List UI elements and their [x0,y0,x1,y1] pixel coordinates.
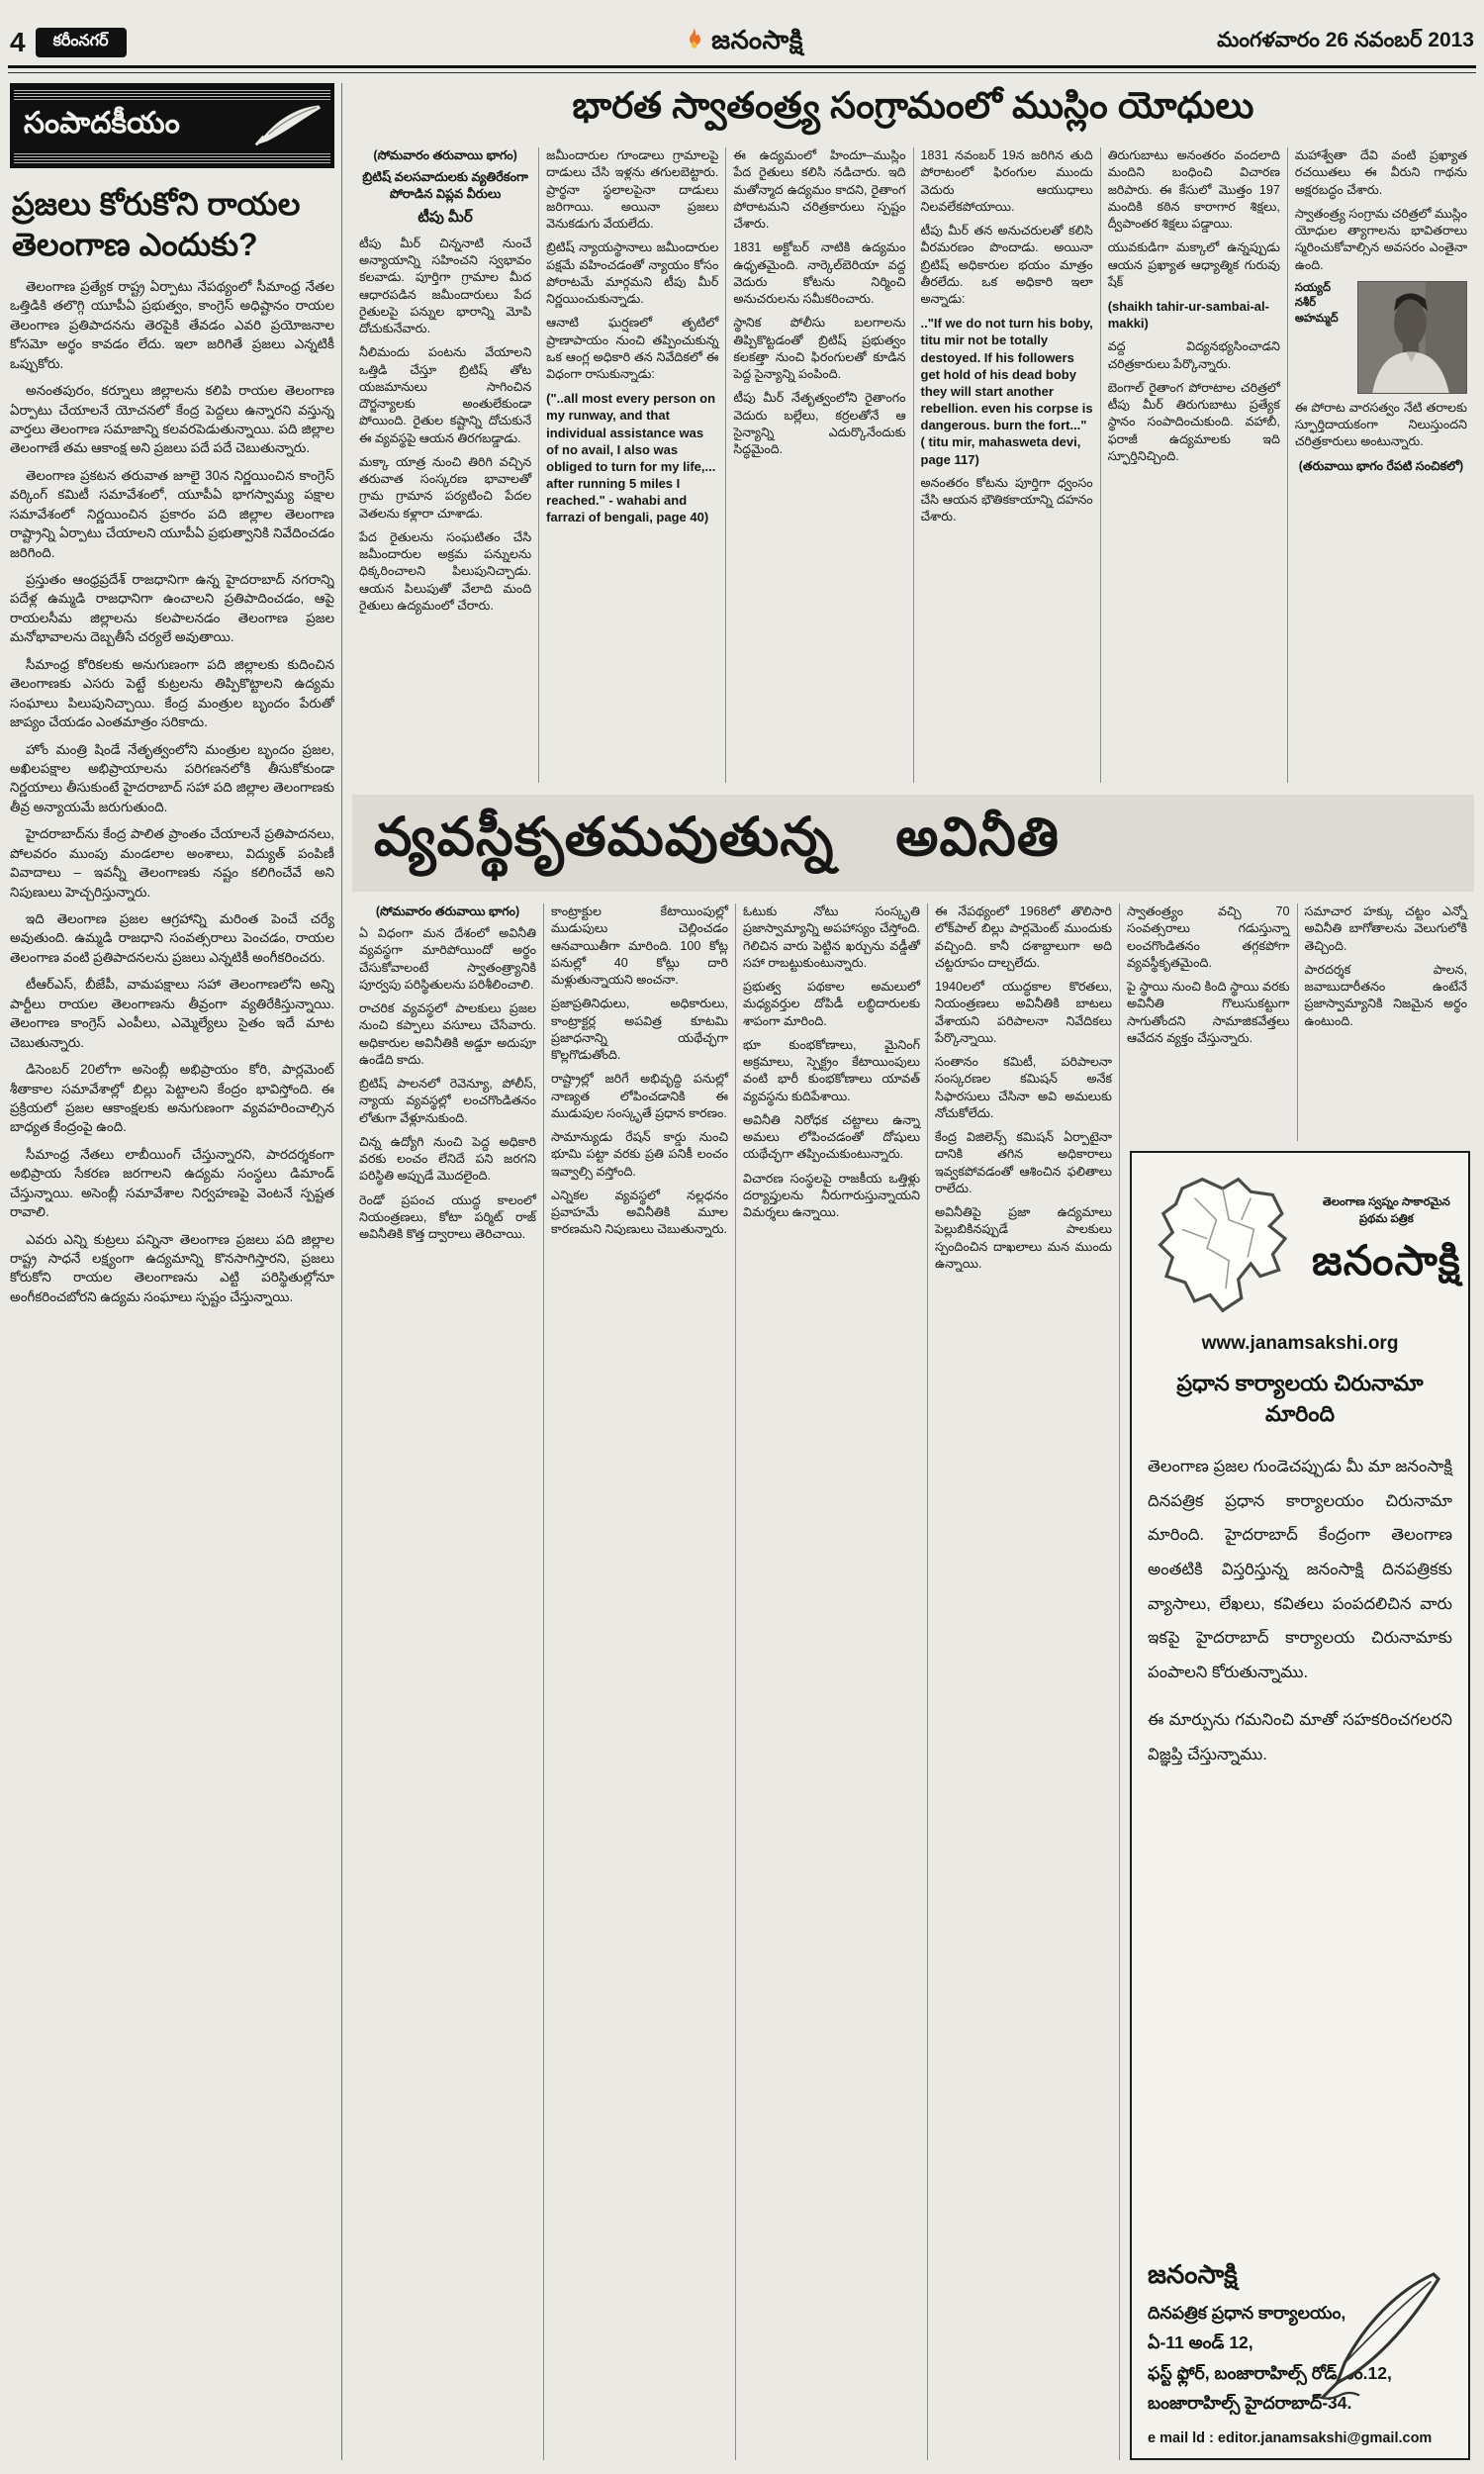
ad-tagline: తెలంగాణ స్వప్నం సాకారమైన ప్రథమ పత్రిక [1322,1196,1450,1225]
article1-columns [352,147,1474,783]
english-quote-2: .."If we do not turn his boby, titu mir not be totally destoyed. If his followers get hold of his dead boby they will start another rebellion. even his corpse is dangerous. burn the fort..." ( titu mir, mahasweta devi, page 117) [920,316,1093,467]
body-paragraph: పేద రైతులను సంఘటితం చేసి జమీందారుల అక్రమ పన్నులను ధిక్కరించాలని పిలుపునిచ్చాడు. ఆయన పిలుపుతో వేలాది మంది రైతులు ఉద్యమంలో చేరారు. [359,529,532,613]
article2-right-block [1119,904,1474,2460]
article2-short-columns [1120,904,1474,1141]
article2-headline-band [352,795,1474,892]
english-quote-1: ("..all most every person on my runway, and that individual assistance was of no avail, I also was obliged to turn for my life,... after running 5 miles I reached." - wahabi and farrazi of bengali, page 40) [546,391,716,525]
body-paragraph: కేంద్ర విజిలెన్స్ కమిషన్ ఏర్పాటైనా దానికి తగిన అధికారాలు ఇవ్వకపోవడంతో ఆశించిన ఫలితాలు రాలేదు. [935,1130,1112,1195]
body-paragraph: మక్కా యాత్ర నుంచి తిరిగి వచ్చిన తరువాత సంస్కరణ భావాలతో గ్రామ గ్రామాన పర్యటించి పేదల వెతలను కళ్లారా చూశాడు. [359,454,532,521]
body-paragraph: పై స్థాయి నుంచి కింది స్థాయి వరకు అవినీతి గొలుసుకట్టుగా సాగుతోందని సామాజికవేత్తలు ఆవేదన వ్యక్తం చేస్తున్నారు. [1127,980,1290,1045]
article1-col5-text-b [1108,338,1280,465]
body-paragraph: ఈ ఉద్యమంలో హిందూ–ముస్లిం పేద రైతులు కలిసి నడిచారు. ఇది మతోన్మాద ఉద్యమం కాదని, రైతాంగ పోరాటమని చరిత్రకారులు స్పష్టం చేశారు. [733,148,906,231]
column-divider [341,83,342,2460]
article1-col2-text [546,147,718,383]
ad-logo-block [1312,1194,1461,1294]
body-paragraph: ఫస్ట్ ఫ్లోర్, బంజారాహిల్స్ రోడ్ నం.12, [1148,2362,1392,2383]
body-paragraph: ఈ పోరాట వారసత్వం నేటి తరాలకు స్ఫూర్తిదాయకంగా నిలుస్తుందని చరిత్రకారులు అంటున్నారు. [1294,400,1468,449]
body-paragraph: తెలంగాణ ప్రకటన తరువాత జూలై 30న నిర్ణయించిన కాంగ్రెస్ వర్కింగ్ కమిటీ సమావేశంలో, యూపీఏ భాగస్వామ్య పక్షాల సమావేశంలో నిర్ణయించిన ప్రకారం పది జిల్లాల తెలంగాణ రాష్ట్రాన్ని ఏర్పాటు చేయాలని యూపీఏ ప్రభుత్వానికి నివేదించడం జరిగింది. [10,467,334,560]
article2-column-2 [543,904,735,2460]
edition-badge: కరీంనగర్ [36,28,127,57]
ad-email: e mail ld : editor.janamsakshi@gmail.com [1148,2430,1433,2446]
article1-col6-text-b [1295,400,1467,451]
masthead-title: జనంసాక్షి [711,24,803,54]
body-paragraph: డిసెంబర్ 20లోగా అసెంబ్లీ అభిప్రాయం కోరి, పార్లమెంట్ శీతాకాల సమావేశాల్లో బిల్లు పెట్టాలని కేంద్రం భావిస్తోంది. ఈ ప్రక్రియలో ప్రజల ఆకాంక్షలకు అనుగుణంగా వ్యవహరించాల్సిన బాధ్యత కేంద్రంపై ఉంది. [10,1062,334,1135]
body-paragraph: దినపత్రిక ప్రధాన కార్యాలయం, [1148,2302,1346,2323]
ad-body-paragraph-2: ఈ మార్పును గమనించి మాతో సహకరించగలరని విజ్ఞప్తి చేస్తున్నాము. [1148,1711,1452,1764]
body-paragraph: హైదరాబాద్‌ను కేంద్ర పాలిత ప్రాంతం చేయాలనే ప్రతిపాదనలు, పోలవరం ముంపు మండలాల అంశాలు, విద్యుత్ పంపిణీ వివాదాలు – ఇవన్నీ తెలంగాణకు నష్టం కలిగించేవే అని నిపుణులు హెచ్చరిస్తున్నారు. [10,826,334,900]
body-paragraph: ప్రభుత్వ పథకాల అమలులో మధ్యవర్తుల దోపిడీ లబ్ధిదారులకు శాపంగా మారింది. [743,980,920,1028]
article1-standfirst: బ్రిటిష్ వలసవాదులకు వ్యతిరేకంగా పోరాడిన విప్లవ వీరులు [362,169,528,201]
editorial-header-box [10,83,334,168]
telangana-map [1148,1167,1304,1323]
article1-column-5 [1100,147,1287,783]
body-paragraph: టీపు మీర్ చిన్ననాటి నుంచే అన్యాయాన్ని సహించని స్వభావం కలవాడు. పూర్తిగా గ్రామాల మీద ఆధారపడిన జమీందారులు పేద రైతులపై పన్నుల భారాన్ని మోపి దోచుకునేవారు. [359,236,532,336]
body-paragraph: సామాన్యుడు రేషన్ కార్డు నుంచి భూమి పట్టా వరకు ప్రతి పనికీ లంచం ఇవ్వాల్సి వస్తోంది. [551,1130,728,1179]
body-paragraph: సమాచార హక్కు చట్టం ఎన్నో అవినీతి బాగోతాలను వెలుగులోకి తెచ్చింది. [1304,904,1467,953]
article1-column-6 [1287,147,1474,783]
article2-col1-text [359,925,536,1243]
body-paragraph: రాచరిక వ్యవస్థలో పాలకులు ప్రజల నుంచి కప్పాలు వసూలు చేసేవారు. అధికారుల అవినీతికి అడ్డూ అదుపూ ఉండేది కాదు. [359,1001,536,1067]
continuation-note: (సోమవారం తరువాయి భాగం) [373,148,517,162]
article2-col5-text [1127,904,1290,1047]
body-paragraph: 1940లలో యుద్ధకాల కొరతలు, నియంత్రణలు అవినీతికి బాటలు వేశాయని పరిపాలనా నివేదికలు పేర్కొన్నాయి. [935,980,1112,1045]
body-paragraph: స్వాతంత్ర్య సంగ్రామ చరిత్రలో ముస్లిం యోధుల త్యాగాలను భావితరాలు స్మరించుకోవాల్సిన అవసరం ఎంతైనా ఉంది. [1294,206,1468,272]
body-paragraph: హోం మంత్రి షిండే నేతృత్వంలోని మంత్రుల బృందం ప్రజల, అఖిలపక్షాల అభిప్రాయాలను పరిగణనలోకి తీసుకోకుండా నిర్ణయాలు తీసుకుంటే హైదరాబాద్ సహా పది జిల్లాల తెలంగాణకు తీవ్ర అన్యాయమే జరుగుతుంది. [10,741,334,814]
body-paragraph: రెండో ప్రపంచ యుద్ధ కాలంలో నియంత్రణలు, కోటా పర్మిట్ రాజ్ అవినీతికి కొత్త ద్వారాలు తెరిచాయి. [359,1192,536,1242]
header-rule-thin [8,72,1476,73]
ad-top-row [1148,1167,1461,1323]
article2-column-4 [927,904,1119,2460]
ad-body-paragraph-1: తెలంగాణ ప్రజల గుండెచప్పుడు మీ మా జనంసాక్షి దినపత్రిక ప్రధాన కార్యాలయం చిరునామా మారింది. హైదరాబాద్ కేంద్రంగా తెలంగాణ అంతటికి విస్తరిస్తున్న జనంసాక్షి దినపత్రికకు వ్యాసాలు, లేఖలు, కవితలు పంపదలిచిన వారు ఇకపై హైదరాబాద్ కార్యాలయ చిరునామాకు పంపాలని కోరుతున్నాము. [1148,1458,1452,1681]
article2-column-5 [1120,904,1297,1141]
body-paragraph: ఏ-11 అండ్ 12, [1148,2332,1253,2353]
article2-columns [352,904,1474,2460]
body-paragraph: ఏ విధంగా మన దేశంలో అవినీతి వ్యవస్థగా మారిపోయిందో అర్థం చేసుకోవాలంటే స్వాతంత్ర్యానికి పూర్వపు పరిస్థితులను పరిశీలించాలి. [359,926,536,992]
body-paragraph: విచారణ సంస్థలపై రాజకీయ ఒత్తిళ్లు దర్యాప్తులను నీరుగారుస్తున్నాయని విమర్శలు ఉన్నాయి. [743,1171,920,1219]
body-paragraph: ఎవరు ఎన్ని కుట్రలు పన్నినా తెలంగాణ ప్రజలు పది జిల్లాల రాష్ట్ర సాధనే లక్ష్యంగా ఉద్యమాన్ని కొనసాగిస్తారని, ప్రజలు కోరుకోని రాయల తెలంగాణను ఎట్టి పరిస్థితుల్లోనూ అంగీకరించబోరని ఉద్యమ సంఘాలు స్పష్టం చేస్తున్నాయి. [10,1231,334,1304]
article1-col6-text-a [1295,147,1467,274]
body-paragraph: ఎన్నికల వ్యవస్థలో నల్లధనం ప్రవాహమే అవినీతికి మూల కారణమని నిపుణులు చెబుతున్నారు. [551,1188,728,1237]
article1-column-2 [538,147,725,783]
article1-column-3 [725,147,912,783]
body-paragraph: ఇది తెలంగాణ ప్రజల ఆగ్రహాన్ని మరింత పెంచే చర్యే అవుతుంది. ఉమ్మడి రాజధాని సంవత్సరాలు పెంచడం, రాయల తెలంగాణ వంటి ప్రతిపాదనలను ప్రజలు ఎన్నటికీ అంగీకరించరు. [10,911,334,965]
body-paragraph: యువకుడిగా మక్కాలో ఉన్నప్పుడు ఆయన ప్రఖ్యాత ఆధ్యాత్మిక గురువు షేక్ [1107,240,1280,289]
body-paragraph: సీమాంధ్ర కోరికలకు అనుగుణంగా పది జిల్లాలకు కుదించిన తెలంగాణకు ఎసరు పెట్టే కుట్రలను తిప్పికొట్టాలని ఉద్యమ సంఘాలు పిలుపునిచ్చాయి. కేంద్ర మంత్రుల బృందం పేరుతో జాప్యం చేయడం ఎంతమాత్రం సరికాదు. [10,656,334,730]
body-paragraph: బ్రిటిష్ పాలనలో రెవెన్యూ, పోలీస్, న్యాయ వ్యవస్థల్లో లంచగొండితనం లోతుగా వేళ్లూనుకుంది. [359,1077,536,1125]
body-paragraph: ఈ నేపథ్యంలో 1968లో తొలిసారి లోక్‌పాల్ బిల్లు పార్లమెంట్ ముందుకు వచ్చింది. కానీ దశాబ్దాలుగా అది చట్టరూపం దాల్చలేదు. [935,904,1112,970]
article2-headline: వ్యవస్థీకృతమవుతున్న అవినీతి [374,808,1061,867]
body-paragraph: తిరుగుబాటు అనంతరం వందలాది మందిని బంధించి విచారణ జరిపారు. ఈ కేసులో మొత్తం 197 మందికి కఠిన కారాగార శిక్షలు, ద్వీపాంతర శిక్షలు పడ్డాయి. [1107,148,1280,231]
article2-column-6 [1297,904,1475,1141]
body-paragraph: బ్రిటిష్ న్యాయస్థానాలు జమీందారుల పక్షమే వహించడంతో న్యాయం కోసం పోరాటమే మార్గమని టీపు మీర్ నిర్ణయించుకున్నాడు. [546,240,719,306]
article2-column-3 [735,904,927,2460]
body-paragraph: బెంగాల్ రైతాంగ పోరాటాల చరిత్రలో టీపు మీర్ తిరుగుబాటు ప్రత్యేక స్థానం సంపాదించుకుంది. వహాబీ, ఫరాజీ ఉద్యమాలకు ఇది స్ఫూర్తినిచ్చింది. [1107,380,1280,463]
page-number: 4 [10,27,26,57]
body-paragraph: నీలిమందు పంటను వేయాలని ఒత్తిడి చేస్తూ బ్రిటిష్ తోట యజమానులు సాగించిన దౌర్జన్యాలకు అంతులేకుండా పోయింది. రైతుల కష్టాన్ని దోచుకునే ఈ వ్యవస్థపై ఆయన తిరగబడ్డాడు. [359,345,532,445]
body-paragraph: ప్రస్తుతం ఆంధ్రప్రదేశ్ రాజధానిగా ఉన్న హైదరాబాద్ నగరాన్ని పదేళ్ల ఉమ్మడి రాజధానిగా ఉంచాలని ప్రతిపాదించడం, ఆపై రాయలసీమ జిల్లాలను కలపాలనడం తెలంగాణ ప్రజల మనోభావాలను దెబ్బతీసే చర్యలే అవుతాయి. [10,572,334,645]
body-paragraph: చిన్న ఉద్యోగి నుంచి పెద్ద అధికారి వరకు లంచం లేనిదే పని జరగని పరిస్థితి అప్పుడే మొదలైంది. [359,1134,536,1184]
english-name-inline: (shaikh tahir-ur-sambai-al-makki) [1107,299,1269,332]
article1-col3-text [733,147,905,458]
author-photo-block [1295,281,1467,394]
article2-col3-text [743,904,920,1221]
continuation-note-2: (సోమవారం తరువాయి భాగం) [375,904,520,918]
quill-pen-icon [1310,2264,1458,2403]
body-paragraph: తెలంగాణ ప్రత్యేక రాష్ట్ర ఏర్పాటు నేపథ్యంలో సీమాంధ్ర నేతల ఒత్తిడికి తలొగ్గి యూపీఏ ప్రభుత్వం, కాంగ్రెస్ అధిష్టానం రాయల తెలంగాణ ప్రతిపాదనను తెరపైకి తేవడం ఎవరి ప్రయోజనాల కోసమో అర్థం కావడం లేదు. ఇలా జరిగితే ప్రజలు ఎన్నటికీ ఒప్పుకోరు. [10,278,334,371]
article1-col5-text-a [1108,147,1280,291]
body-paragraph: అనంతరం కోటను పూర్తిగా ధ్వంసం చేసి ఆయన భౌతికకాయాన్ని దహనం చేశారు. [920,475,1093,524]
ad-headline: ప్రధాన కార్యాలయ చిరునామా మారింది [1176,1371,1424,1426]
issue-date: మంగళవారం 26 నవంబర్ 2013 [1217,28,1474,51]
article1-col4-text-b [921,475,1093,526]
author-name: సయ్యద్ నశీర్ అహమ్మద్ [1294,281,1339,325]
janamsakshi-ad-box [1130,1151,1470,2460]
editorial-body [10,277,334,2460]
ad-address-title: జనంసాక్షి [1148,2259,1238,2289]
flame-icon [681,27,704,59]
body-paragraph: వద్ద విద్యనభ్యసించాడని చరిత్రకారులు పేర్కొన్నారు. [1107,339,1280,371]
body-paragraph: పారదర్శక పాలన, జవాబుదారీతనం ఉంటేనే ప్రజాస్వామ్యానికి నిజమైన అర్థం ఉంటుంది. [1304,962,1467,1028]
body-paragraph: ఆనాటి ఘర్షణలో తృటిలో ప్రాణాపాయం నుంచి తప్పించుకున్న ఒక ఆంగ్ల అధికారి తన నివేదికలో ఈ విధంగా రాసుకున్నాడు: [546,316,719,381]
article1-col1-text [359,236,531,615]
body-paragraph: అవినీతిపై ప్రజా ఉద్యమాలు పెల్లుబికినప్పుడే పాలకులు స్పందించిన దాఖలాలు మన ముందు ఉన్నాయి. [935,1205,1112,1271]
body-paragraph: సంతానం కమిటీ, పరిపాలనా సంస్కరణల కమిషన్ అనేక సిఫారసులు చేసినా అవి అమలుకు నోచుకోలేదు. [935,1055,1112,1120]
author-portrait-photo [1357,281,1467,394]
body-paragraph: 1831 నవంబర్ 19న జరిగిన తుది పోరాటంలో ఫిరంగుల ముందు వెదురు ఆయుధాలు నిలవలేకపోయాయి. [920,148,1093,214]
body-paragraph: రాష్ట్రాల్లో జరిగే అభివృద్ధి పనుల్లో నాణ్యత లోపించడానికి ఈ ముడుపుల సంస్కృతే ప్రధాన కారణం. [551,1072,728,1120]
article1-tail-note: (తరువాయి భాగం రేపటి సంచికలో) [1298,458,1464,473]
editorial-section-label: సంపాదకీయం [24,107,180,140]
article2-col4-text [935,904,1112,1273]
body-paragraph: ప్రజాప్రతినిధులు, అధికారులు, కాంట్రాక్టర్ల అపవిత్ర కూటమి ప్రజాధనాన్ని యథేచ్ఛగా కొల్లగొడుతోంది. [551,997,728,1062]
body-paragraph: స్వాతంత్ర్యం వచ్చి 70 సంవత్సరాలు గడుస్తున్నా లంచగొండితనం తగ్గకపోగా వ్యవస్థీకృతమైంది. [1127,904,1290,970]
page-header [10,24,1474,61]
article2-col6-text [1305,904,1468,1030]
main-content [352,83,1474,2460]
pen-icon [249,99,326,153]
editorial-section [10,83,334,2460]
article2-column-1 [352,904,543,2460]
body-paragraph: అనంతపురం, కర్నూలు జిల్లాలను కలిపి రాయల తెలంగాణ ఏర్పాటు చేయాలనే యోచనలో కేంద్ర పెద్దలు ఉన్నారని వస్తున్న వార్తలు తెలంగాణ సమాజాన్ని కలవరపెడుతున్నాయి. పది జిల్లాల తెలంగాణే తమ ఆకాంక్ష అని ప్రజలు పదే పదే చెబుతున్నారు. [10,383,334,456]
article1-column-4 [913,147,1100,783]
masthead-logo [681,25,803,61]
body-paragraph: టీపు మీర్ నేతృత్వంలోని రైతాంగం వెదురు బల్లేలు, కర్రలతోనే ఆ సైన్యాన్ని ఎదుర్కొనేందుకు సిద్ధమైంది. [733,391,906,456]
article1-subhead: టీపు మీర్ [417,209,473,227]
body-paragraph: టీఆర్ఎస్, బీజేపీ, వామపక్షాలు సహా తెలంగాణలోని అన్ని పార్టీలు రాయల తెలంగాణను తీవ్రంగా వ్యతిరేకిస్తున్నాయి. తెలంగాణ కాంగ్రెస్ ఎంపీలు, ఎమ్మెల్యేలు సైతం ఇదే మాట చెబుతున్నారు. [10,977,334,1050]
body-paragraph: స్థానిక పోలీసు బలగాలను తిప్పికొట్టడంతో బ్రిటిష్ ప్రభుత్వం కలకత్తా నుంచి ఫిరంగులతో కూడిన పెద్ద సైన్యాన్ని పంపింది. [733,316,906,381]
article1-column-1 [352,147,538,783]
ad-logo: జనంసాక్షి [1312,1236,1461,1284]
body-paragraph: బంజారాహిల్స్ హైదరాబాద్-34. [1148,2393,1352,2414]
article2-section [352,783,1474,2460]
body-paragraph: భూ కుంభకోణాలు, మైనింగ్ అక్రమాలు, స్పెక్ట్రం కేటాయింపులు వంటి భారీ కుంభకోణాలు యావత్ వ్యవస్థను కుదిపేశాయి. [743,1037,920,1103]
body-paragraph: అవినీతి నిరోధక చట్టాలు ఉన్నా అమలు లోపించడంతో దోషులు యథేచ్ఛగా తప్పించుకుంటున్నారు. [743,1112,920,1162]
body-paragraph: సీమాంధ్ర నేతలు లాబీయింగ్ చేస్తున్నారని, పారదర్శకంగా అభిప్రాయ సేకరణ జరగాలని ఉద్యమ సంస్థలు డిమాండ్ చేస్తున్నాయి. అసెంబ్లీ సమావేశాల నిర్వహణపై వెంటనే స్పష్టత రావాలి. [10,1146,334,1220]
body-paragraph: టీపు మీర్ తన అనుచరులతో కలిసి వీరమరణం పొందాడు. అయినా బ్రిటిష్ అధికారుల భయం మాత్రం తీరలేదు. ఒక అధికారి ఇలా అన్నాడు: [920,224,1093,306]
article2-col2-text [551,904,728,1239]
body-paragraph: జమీందారుల గూండాలు గ్రామాలపై దాడులు చేసి ఇళ్లను తగులబెట్టారు. ప్రార్థనా స్థలాలపైనా దాడులు జరిగాయి. అయినా ప్రజలు వెనుకడుగు వేయలేదు. [546,148,719,231]
header-rule-thick [8,65,1476,68]
article1-headline: భారత స్వాతంత్ర్య సంగ్రామంలో ముస్లిం యోధులు [572,85,1254,126]
body-paragraph: మహాశ్వేతా దేవి వంటి ప్రఖ్యాత రచయితలు ఈ వీరుని గాథను అక్షరబద్ధం చేశారు. [1294,148,1468,197]
article1-col4-text-a [921,147,1093,308]
editorial-headline: ప్రజలు కోరుకోని రాయల తెలంగాణ ఎందుకు? [12,186,301,262]
body-paragraph: కాంట్రాక్టుల కేటాయింపుల్లో ముడుపులు చెల్లించడం ఆనవాయితీగా మారింది. 100 కోట్ల పనుల్లో 40 కోట్లు దారి మళ్లుతున్నాయని అంచనా. [551,904,728,987]
body-paragraph: ఓటుకు నోటు సంస్కృతి ప్రజాస్వామ్యాన్ని అపహాస్యం చేస్తోంది. గెలిచిన వారు పెట్టిన ఖర్చును వడ్డీతో సహా రాబట్టుకుంటున్నారు. [743,904,920,970]
ad-website: www.janamsakshi.org [1201,1333,1399,1354]
body-paragraph: 1831 అక్టోబర్ నాటికి ఉద్యమం ఉధృతమైంది. నార్కెల్‌బెరియా వద్ద వెదురు కోటను నిర్మించి అనుచరులను సమీకరించారు. [733,240,906,306]
